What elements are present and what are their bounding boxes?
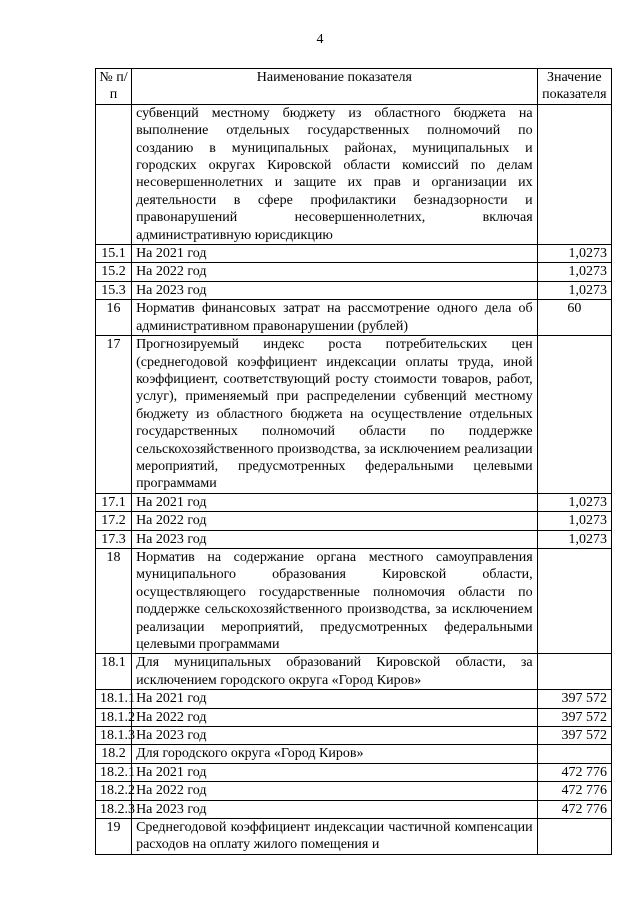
table-row [96,745,612,763]
row-value: 1,0273 [537,263,611,281]
row-name: Норматив финансовых затрат на рассмотрение одного дела об административном правонарушении (рублей) [132,300,538,336]
row-number: 17.3 [96,530,132,548]
row-value: 472 776 [537,763,611,781]
row-name: субвенций местному бюджету из областного бюджета на выполнение отдельных государственных полномочий по созданию в муниципальных районах, муниципальных и городских округах Кировской области комиссий по делам несовершеннолетних и защите их прав и организации их деятельности в сфере профилактики безнадзорности и правонарушений несовершеннолетних, включая административную юрисдикцию [132,104,538,244]
table-row [96,782,612,800]
row-name: На 2023 год [132,530,538,548]
column-header-name: Наименование показателя [132,69,538,105]
row-name: На 2023 год [132,800,538,818]
row-value [537,104,611,244]
row-number: 17.2 [96,512,132,530]
row-value: 60 [537,300,611,336]
row-name: На 2023 год [132,281,538,299]
table-row [96,512,612,530]
row-name: На 2021 год [132,245,538,263]
row-name: На 2021 год [132,493,538,511]
page-number: 4 [316,32,324,47]
row-number: 18.2.1 [96,763,132,781]
column-header-value: Значение показателя [537,69,611,105]
table-row [96,245,612,263]
row-value: 1,0273 [537,530,611,548]
row-number: 18.1 [96,654,132,690]
row-name: На 2023 год [132,727,538,745]
row-name: На 2022 год [132,263,538,281]
row-value: 1,0273 [537,281,611,299]
row-number: 19 [96,819,132,855]
row-name: Для муниципальных образований Кировской области, за исключением городского округа «Город Киров» [132,654,538,690]
table-row [96,530,612,548]
row-number [96,104,132,244]
row-value: 1,0273 [537,245,611,263]
row-number: 18.1.1 [96,690,132,708]
row-value: 397 572 [537,708,611,726]
row-value: 1,0273 [537,512,611,530]
row-name: Прогнозируемый индекс роста потребительских цен (среднегодовой коэффициент индексации оплаты труда, иной коэффициент, соответствующий росту стоимости товаров, работ, услуг), применяемый при распределении субвенций местному бюджету из областного бюджета на осуществление отдельных государственных полномочий области по поддержке сельскохозяйственного производства, за исключением реализации мероприятий, предусмотренных федеральными целевыми программами [132,336,538,494]
row-value [537,819,611,855]
table-row [96,104,612,244]
row-number: 18.2.2 [96,782,132,800]
table-row [96,800,612,818]
row-value: 1,0273 [537,493,611,511]
row-number: 18.1.3 [96,727,132,745]
row-number: 15.2 [96,263,132,281]
table-row [96,654,612,690]
row-name: Для городского округа «Город Киров» [132,745,538,763]
row-value: 472 776 [537,800,611,818]
row-number: 15.1 [96,245,132,263]
row-value: 397 572 [537,727,611,745]
row-number: 15.3 [96,281,132,299]
row-number: 18 [96,548,132,653]
row-value: 472 776 [537,782,611,800]
column-header-number: № п/п [96,69,132,105]
row-value [537,745,611,763]
table-row [96,727,612,745]
table-header-row [96,69,612,105]
table-row [96,690,612,708]
table-row [96,281,612,299]
row-number: 18.2 [96,745,132,763]
table-row [96,300,612,336]
row-number: 16 [96,300,132,336]
row-name: На 2022 год [132,708,538,726]
table-row [96,263,612,281]
table-row [96,708,612,726]
row-number: 17.1 [96,493,132,511]
row-name: Среднегодовой коэффициент индексации частичной компенсации расходов на оплату жилого помещения и [132,819,538,855]
row-value: 397 572 [537,690,611,708]
row-name: На 2021 год [132,690,538,708]
row-value [537,654,611,690]
row-name: На 2022 год [132,512,538,530]
table-row [96,336,612,494]
row-number: 18.2.3 [96,800,132,818]
row-name: На 2022 год [132,782,538,800]
row-number: 17 [96,336,132,494]
table-row [96,548,612,653]
table-row [96,763,612,781]
row-value [537,548,611,653]
row-number: 18.1.2 [96,708,132,726]
row-value [537,336,611,494]
row-name: На 2021 год [132,763,538,781]
table-row [96,493,612,511]
table-row [96,819,612,855]
indicators-table [95,68,612,855]
row-name: Норматив на содержание органа местного самоуправления муниципального образования Кировской области, осуществляющего государственные полномочия области по поддержке сельскохозяйственного производства, за исключением реализации мероприятий, предусмотренных федеральными целевыми программами [132,548,538,653]
